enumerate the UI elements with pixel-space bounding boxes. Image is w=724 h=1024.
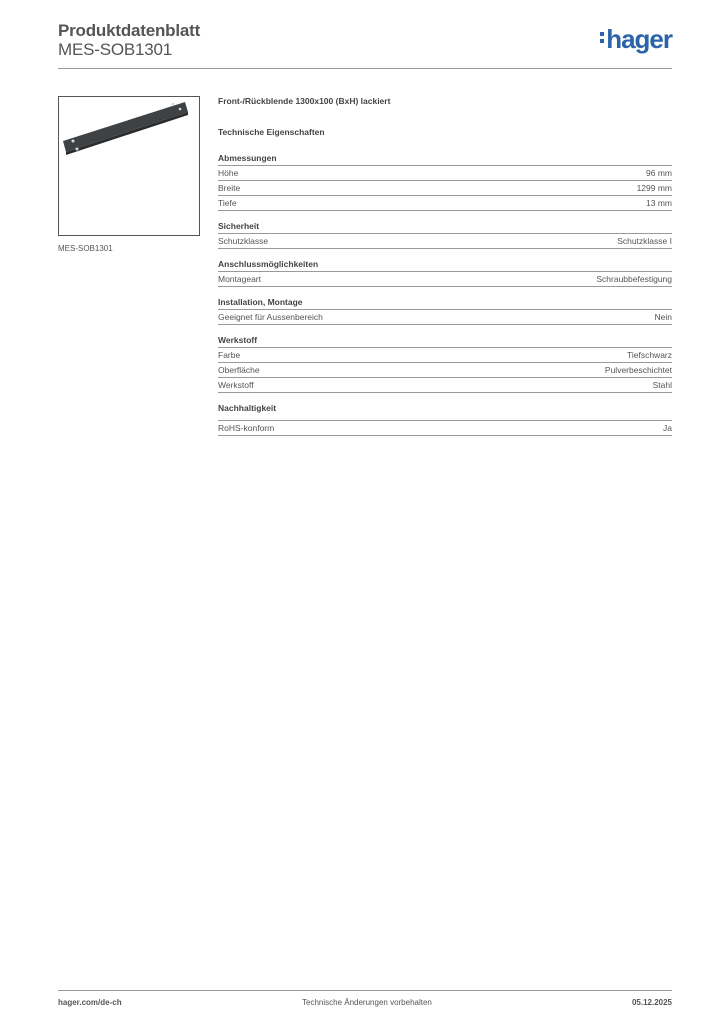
property-label: Schutzklasse [218,236,269,246]
property-value: Schutzklasse I [617,236,672,246]
property-label: Tiefe [218,198,237,208]
section-nachhaltigkeit [218,402,672,436]
header-divider [58,68,672,69]
property-label: Farbe [218,350,241,360]
property-value: 13 mm [646,198,672,208]
footer-website-link[interactable]: hager.com/de-ch [58,998,122,1007]
property-row [218,420,672,436]
section-title: Nachhaltigkeit [218,403,277,413]
footer-note: Technische Änderungen vorbehalten [302,998,432,1007]
section-title: Werkstoff [218,334,672,348]
product-image [58,96,200,236]
image-caption: MES-SOB1301 [58,244,113,253]
section-sicherheit [218,220,672,249]
section-title: Abmessungen [218,152,672,166]
property-label: Montageart [218,274,261,284]
tech-properties-heading: Technische Eigenschaften [218,127,325,137]
property-value: 1299 mm [636,183,672,193]
property-row [218,166,672,181]
property-label: RoHS-konform [218,423,275,433]
section-title: Sicherheit [218,220,672,234]
datasheet-content [218,96,672,445]
property-value: Nein [654,312,672,322]
section-abmessungen [218,152,672,211]
footer-date: 05.12.2025 [631,998,672,1007]
property-value: Ja [663,423,672,433]
property-row [218,378,672,393]
property-value: Stahl [652,380,672,390]
property-label: Breite [218,183,241,193]
property-value: 96 mm [646,168,672,178]
hager-logo [600,26,672,52]
footer-divider [58,990,672,991]
property-row [218,196,672,211]
logo-wordmark: hager [606,24,672,54]
section-title: Anschlussmöglichkeiten [218,258,672,272]
property-label: Geeignet für Aussenbereich [218,312,323,322]
section-installation [218,296,672,325]
property-value: Schraubbefestigung [596,274,672,284]
page-header [58,22,672,68]
section-title: Installation, Montage [218,296,672,310]
property-row [218,234,672,249]
product-description: Front-/Rückblende 1300x100 (BxH) lackiert [218,96,391,106]
property-label: Werkstoff [218,380,254,390]
cover-plate-icon [59,97,199,235]
property-value: Tiefschwarz [626,350,672,360]
property-row [218,310,672,325]
property-row [218,272,672,287]
section-werkstoff [218,334,672,393]
logo-dots-icon [600,32,604,43]
property-row [218,363,672,378]
property-value: Pulverbeschichtet [604,365,672,375]
property-row [218,181,672,196]
property-label: Oberfläche [218,365,260,375]
property-label: Höhe [218,168,239,178]
section-anschluss [218,258,672,287]
property-row [218,348,672,363]
document-subtitle: MES-SOB1301 [58,40,173,59]
document-title: Produktdatenblatt [58,21,201,40]
